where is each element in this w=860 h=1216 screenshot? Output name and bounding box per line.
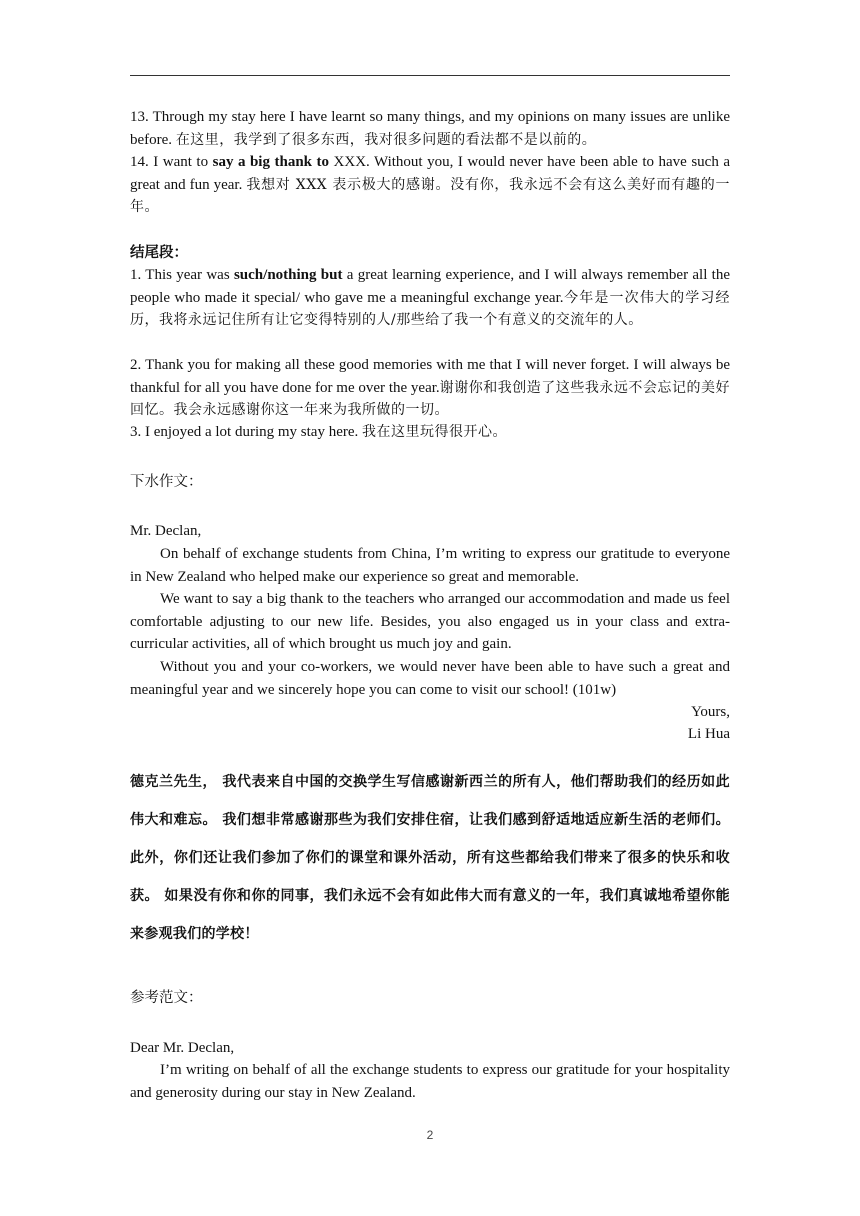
sample-salutation: Dear Mr. Declan, bbox=[130, 1040, 235, 1056]
chinese-translation: 德克兰先生， 我代表来自中国的交换学生写信感谢新西兰的所有人，他们帮助我们的经历如此伟大和难忘。 我们想非常感谢那些为我们安排住宿，让我们感到舒适地适应新生活的老师们。此外，你们还让我们参加了你们的课堂和课外活动，所有这些都给我们带来了很多的快乐和收获。 如果没有你和你的同事，我们永远不会有如此伟大而有意义的一年，我们真诚地希望你能来参观我们的学校！ bbox=[130, 774, 730, 942]
ending-item-2 bbox=[130, 354, 730, 422]
ending-3-cn: 我在这里玩得很开心。 bbox=[362, 424, 508, 440]
item-13-cn: 在这里，我学到了很多东西，我对很多问题的看法都不是以前的。 bbox=[175, 131, 597, 148]
letter-paragraph-3: Without you and your co-workers, we would never have been able to have such a great and meaningful year and we sincerely hope you can come to visit our school! (101w) bbox=[130, 659, 730, 698]
letter-closing: Yours, bbox=[691, 704, 730, 720]
letter-salutation: Mr. Declan, bbox=[130, 523, 202, 539]
ending-2-en: 2. Thank you for making all these good memories with me that I will never forget. I will always be thankful for all you have done for me over the year. bbox=[130, 357, 730, 396]
letter-signature: Li Hua bbox=[687, 726, 730, 742]
item-14-en-a: 14. I want to bbox=[130, 154, 213, 170]
item-13 bbox=[130, 106, 730, 151]
item-14-cn: 我想对 XXX 表示极大的感谢。没有你，我永远不会有这么美好而有趣的一年。 bbox=[130, 176, 730, 215]
ending-item-1 bbox=[130, 264, 730, 332]
xiashui-heading: 下水作文： bbox=[130, 474, 203, 490]
ending-3-en: 3. I enjoyed a lot during my stay here. bbox=[130, 424, 359, 440]
fanwen-heading: 参考范文： bbox=[130, 990, 203, 1006]
ending-1-bold: such/nothing but bbox=[233, 267, 343, 283]
ending-item-3 bbox=[130, 421, 730, 444]
page-number: 2 bbox=[426, 1128, 434, 1142]
ending-1-en-a: 1. This year was bbox=[130, 267, 234, 283]
item-14-en-b: XXX. Without you, I would never have been able to have such a great and fun year. bbox=[130, 154, 730, 193]
letter-paragraph-1: On behalf of exchange students from China, I’m writing to express our gratitude to everyone in New Zealand who helped make our experience so great and memorable. bbox=[130, 546, 730, 585]
header-rule bbox=[130, 75, 730, 76]
sample-paragraph-1: I’m writing on behalf of all the exchange students to express our gratitude for your hospitality and generosity during our stay in New Zealand. bbox=[130, 1062, 730, 1101]
letter-paragraph-2: We want to say a big thank to the teachers who arranged our accommodation and made us feel comfortable adjusting to our new life. Besides, you also engaged us in your class and extra-curricular activities, all of which brought us much joy and gain. bbox=[130, 591, 730, 652]
ending-1-en-b: a great learning experience, and I will always remember all the people who made it special/ who gave me a meaningful exchange year. bbox=[130, 267, 730, 306]
ending-1-cn: 今年是一次伟大的学习经历，我将永远记住所有让它变得特别的人/那些给了我一个有意义的交流年的人。 bbox=[130, 289, 730, 328]
ending-2-cn: 谢谢你和我创造了这些我永远不会忘记的美好回忆。我会永远感谢你这一年来为我所做的一切。 bbox=[130, 379, 730, 418]
item-13-en: 13. Through my stay here I have learnt so many things, and my opinions on many issues are unlike before. bbox=[130, 109, 730, 148]
ending-heading: 结尾段： bbox=[130, 245, 188, 261]
item-14-bold: say a big thank to bbox=[212, 154, 330, 170]
item-14 bbox=[130, 151, 730, 219]
